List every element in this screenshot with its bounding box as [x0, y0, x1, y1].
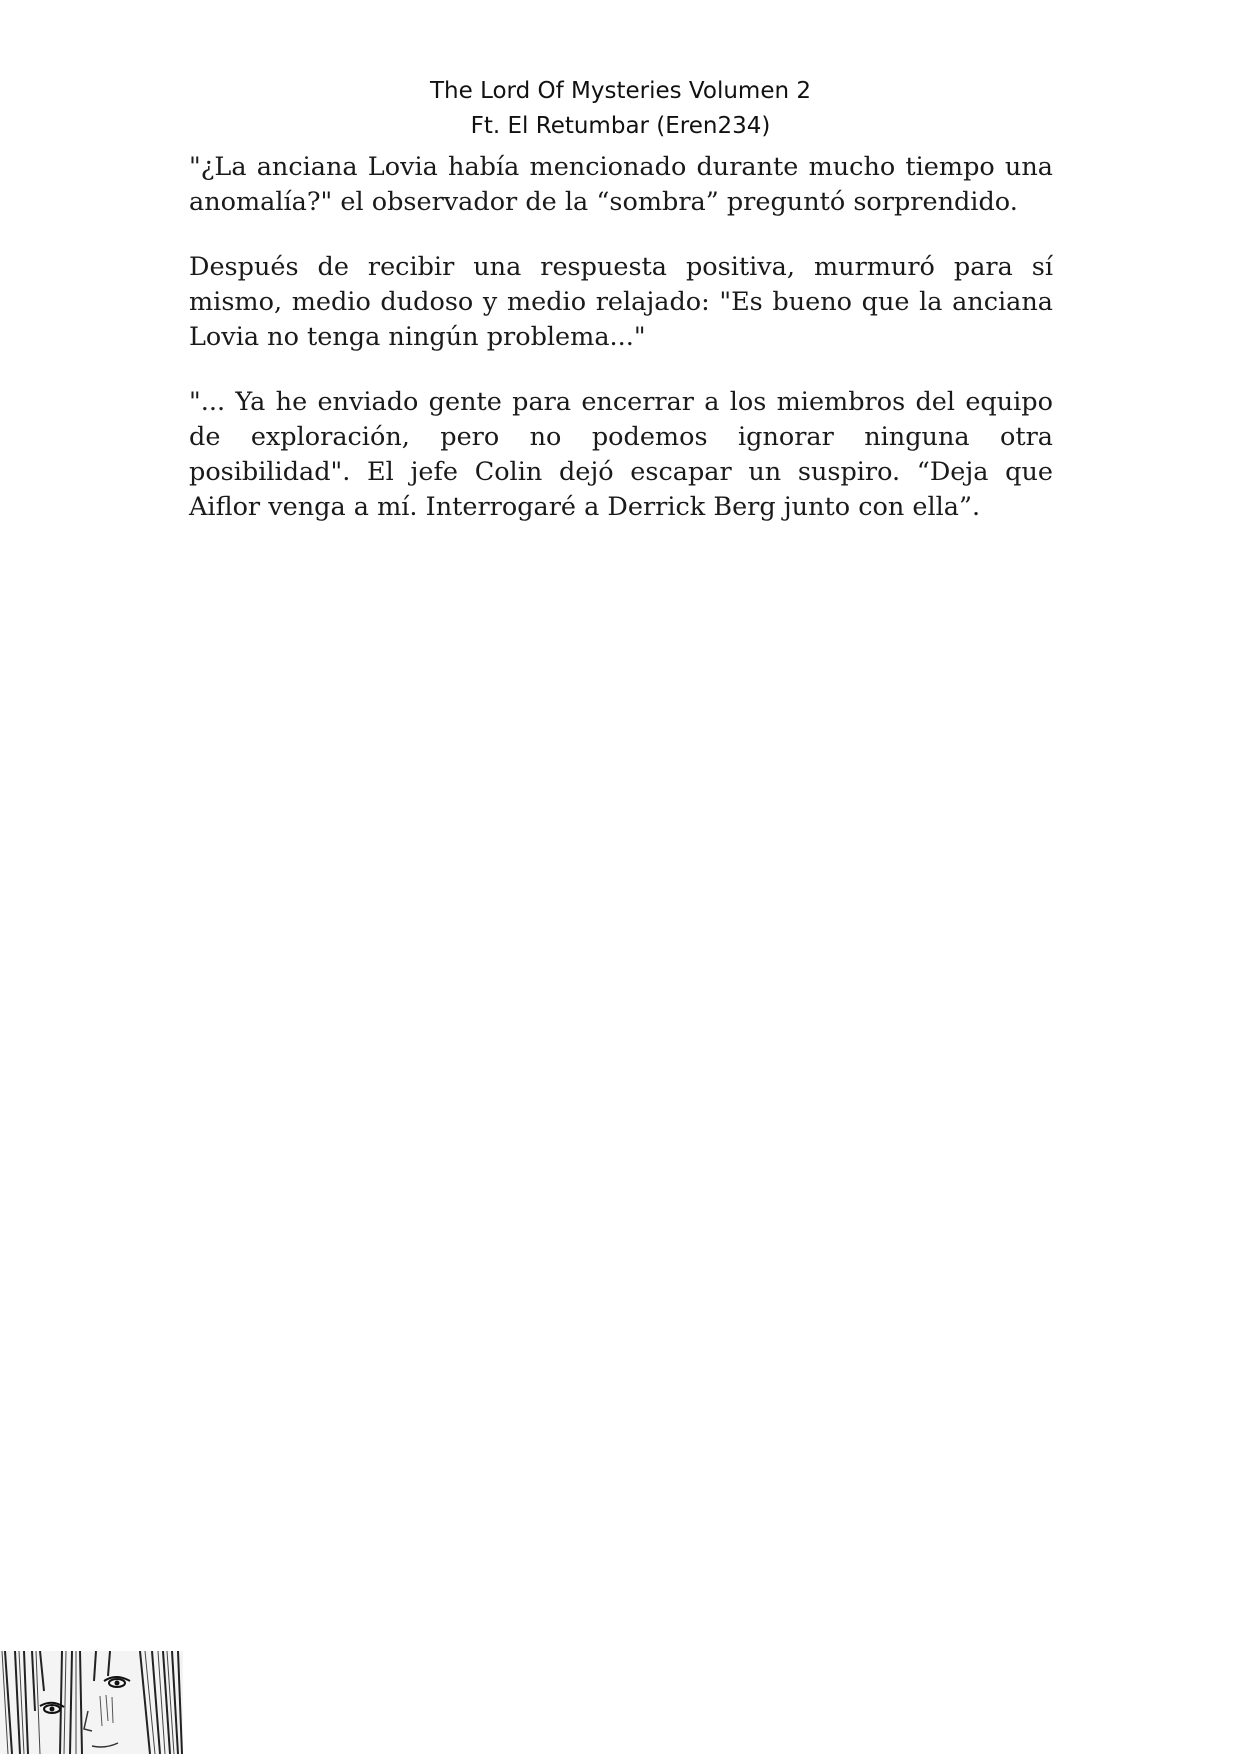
- paragraph-2: Después de recibir una respuesta positiva, murmuró para sí mismo, medio dudoso y medio relajado: "Es bueno que la anciana Lovia no tenga ningún problema...": [189, 252, 1053, 352]
- page-header: [0, 74, 1241, 144]
- paragraph-1: "¿La anciana Lovia había mencionado durante mucho tiempo una anomalía?" el observador de la “sombra” preguntó sorprendido.: [189, 152, 1053, 217]
- document-credit: Ft. El Retumbar (Eren234): [470, 113, 771, 139]
- body-text: [189, 150, 1053, 555]
- document-title: The Lord Of Mysteries Volumen 2: [429, 78, 811, 104]
- paragraph-3: "... Ya he enviado gente para encerrar a los miembros del equipo de exploración, pero no podemos ignorar ninguna otra posibilidad". El jefe Colin dejó escapar un suspiro. “Deja que Aiflor venga a mí. Interrogaré a Derrick Berg junto con ella”.: [189, 387, 1053, 522]
- manga-face-illustration-icon: [0, 1651, 183, 1754]
